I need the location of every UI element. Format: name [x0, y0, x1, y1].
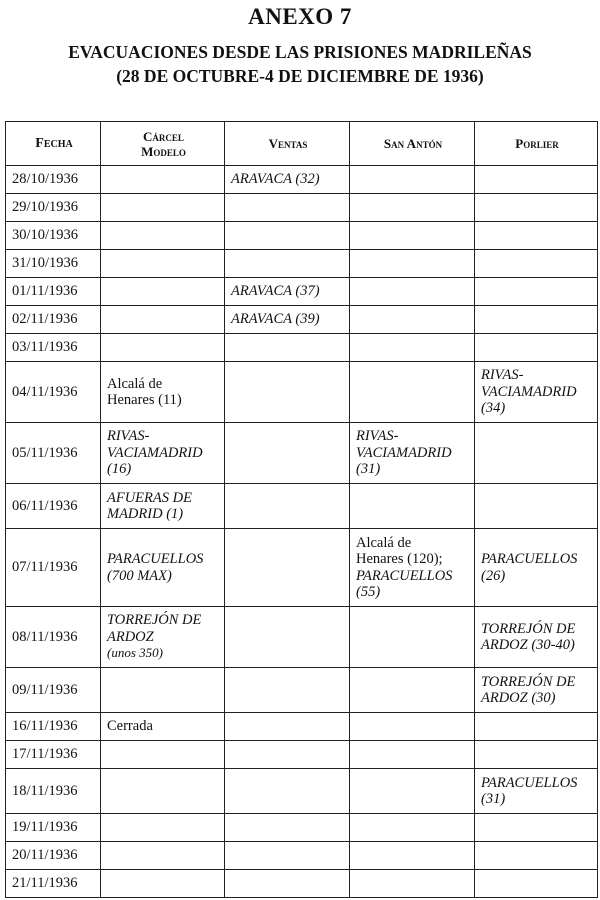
cell-text: PARACUELLOS	[481, 551, 578, 567]
cell-text: (34)	[481, 400, 506, 417]
cell-modelo	[101, 870, 225, 898]
header-modelo-line-2: Modelo	[141, 143, 186, 159]
annex-title: ANEXO 7	[248, 4, 352, 29]
cell-fecha: 28/10/1936	[6, 166, 101, 194]
cell-san-anton	[350, 362, 475, 423]
header-san-anton: San Antón	[350, 122, 475, 166]
cell-modelo	[101, 222, 225, 250]
cell-ventas	[225, 668, 350, 713]
cell-fecha: 02/11/1936	[6, 306, 101, 334]
cell-san-anton	[350, 814, 475, 842]
cell-fecha: 03/11/1936	[6, 334, 101, 362]
cell-san-anton	[350, 484, 475, 529]
cell-san-anton	[350, 668, 475, 713]
cell-text: TORREJÓN DE	[107, 612, 202, 629]
table-row	[6, 607, 598, 668]
subtitle-line-2: (28 DE OCTUBRE-4 DE DICIEMBRE DE 1936)	[116, 66, 484, 86]
cell-modelo	[101, 423, 225, 484]
cell-porlier	[475, 250, 598, 278]
cell-san-anton	[350, 423, 475, 484]
cell-text: VACIAMADRID	[356, 444, 452, 461]
cell-text: RIVAS-	[481, 367, 524, 384]
cell-fecha: 30/10/1936	[6, 222, 101, 250]
cell-text: Henares (120);	[356, 551, 443, 567]
table-row	[6, 166, 598, 194]
cell-fecha: 18/11/1936	[6, 769, 101, 814]
cell-ventas: ARAVACA (32)	[225, 166, 350, 194]
cell-san-anton	[350, 250, 475, 278]
table-row	[6, 250, 598, 278]
cell-san-anton	[350, 166, 475, 194]
cell-san-anton	[350, 842, 475, 870]
evacuations-table	[5, 121, 598, 898]
cell-porlier	[475, 842, 598, 870]
cell-porlier	[475, 870, 598, 898]
cell-text: ARDOZ (30)	[481, 690, 556, 706]
cell-ventas	[225, 334, 350, 362]
cell-text: (16)	[107, 461, 132, 478]
cell-fecha: 04/11/1936	[6, 362, 101, 423]
cell-fecha: 29/10/1936	[6, 194, 101, 222]
cell-modelo	[101, 668, 225, 713]
cell-modelo	[101, 334, 225, 362]
cell-porlier	[475, 222, 598, 250]
cell-ventas	[225, 250, 350, 278]
cell-modelo	[101, 607, 225, 668]
cell-text: TORREJÓN DE	[481, 673, 576, 690]
cell-fecha: 21/11/1936	[6, 870, 101, 898]
cell-porlier	[475, 166, 598, 194]
cell-porlier	[475, 484, 598, 529]
cell-modelo	[101, 529, 225, 607]
cell-porlier	[475, 362, 598, 423]
cell-porlier	[475, 607, 598, 668]
table-row	[6, 741, 598, 769]
cell-text: MADRID (1)	[107, 506, 184, 522]
cell-porlier	[475, 423, 598, 484]
cell-text: PARACUELLOS	[481, 774, 578, 791]
cell-fecha: 08/11/1936	[6, 607, 101, 668]
cell-ventas	[225, 484, 350, 529]
cell-text: VACIAMADRID	[481, 383, 577, 400]
cell-fecha: 31/10/1936	[6, 250, 101, 278]
cell-text: (31)	[356, 461, 381, 478]
cell-text: Henares (11)	[107, 392, 182, 408]
cell-text: RIVAS-	[107, 428, 150, 445]
cell-modelo	[101, 741, 225, 769]
cell-san-anton	[350, 222, 475, 250]
cell-san-anton	[350, 713, 475, 741]
subtitle-line-1: EVACUACIONES DESDE LAS PRISIONES MADRILEÑAS	[68, 42, 532, 62]
cell-text: ARDOZ (30-40)	[481, 637, 575, 653]
cell-porlier	[475, 814, 598, 842]
cell-modelo	[101, 842, 225, 870]
table-row	[6, 769, 598, 814]
cell-modelo	[101, 166, 225, 194]
cell-text: (700 MAX)	[107, 567, 172, 584]
cell-porlier	[475, 194, 598, 222]
cell-text: (26)	[481, 567, 506, 584]
cell-ventas	[225, 842, 350, 870]
header-fecha: Fecha	[6, 122, 101, 166]
cell-fecha: 07/11/1936	[6, 529, 101, 607]
cell-text: (55)	[356, 584, 381, 600]
cell-modelo	[101, 484, 225, 529]
cell-modelo	[101, 769, 225, 814]
cell-ventas: ARAVACA (39)	[225, 306, 350, 334]
cell-text: ARDOZ	[107, 628, 154, 645]
cell-ventas: ARAVACA (37)	[225, 278, 350, 306]
cell-san-anton	[350, 870, 475, 898]
table-row	[6, 222, 598, 250]
cell-fecha: 09/11/1936	[6, 668, 101, 713]
cell-porlier	[475, 334, 598, 362]
cell-text: PARACUELLOS	[107, 551, 204, 567]
cell-san-anton	[350, 769, 475, 814]
annex-subtitle	[0, 40, 600, 88]
cell-porlier	[475, 306, 598, 334]
cell-text: Alcalá de	[107, 375, 163, 392]
cell-fecha: 05/11/1936	[6, 423, 101, 484]
cell-text: TORREJÓN DE	[481, 620, 576, 637]
cell-porlier	[475, 769, 598, 814]
cell-modelo	[101, 194, 225, 222]
header-porlier: Porlier	[475, 122, 598, 166]
cell-san-anton	[350, 607, 475, 668]
cell-ventas	[225, 814, 350, 842]
cell-fecha: 20/11/1936	[6, 842, 101, 870]
table-row	[6, 194, 598, 222]
cell-text: VACIAMADRID	[107, 444, 203, 461]
table-row	[6, 306, 598, 334]
cell-san-anton	[350, 306, 475, 334]
cell-fecha: 17/11/1936	[6, 741, 101, 769]
cell-text: AFUERAS DE	[107, 489, 192, 506]
cell-san-anton	[350, 278, 475, 306]
cell-modelo	[101, 278, 225, 306]
header-ventas: Ventas	[225, 122, 350, 166]
cell-porlier	[475, 741, 598, 769]
cell-ventas	[225, 194, 350, 222]
cell-text: Alcalá de	[356, 534, 412, 551]
header-modelo-line-1: Cárcel	[143, 128, 184, 144]
cell-fecha: 06/11/1936	[6, 484, 101, 529]
table-row	[6, 870, 598, 898]
table-row	[6, 842, 598, 870]
cell-modelo	[101, 250, 225, 278]
cell-fecha: 01/11/1936	[6, 278, 101, 306]
cell-san-anton	[350, 741, 475, 769]
cell-ventas	[225, 741, 350, 769]
cell-ventas	[225, 713, 350, 741]
cell-san-anton	[350, 334, 475, 362]
cell-ventas	[225, 529, 350, 607]
cell-text: (31)	[481, 791, 506, 807]
cell-modelo: Cerrada	[101, 713, 225, 741]
cell-modelo	[101, 814, 225, 842]
table-row	[6, 529, 598, 607]
cell-fecha: 16/11/1936	[6, 713, 101, 741]
cell-ventas	[225, 607, 350, 668]
header-carcel-modelo	[101, 122, 225, 166]
table-row	[6, 484, 598, 529]
cell-fecha: 19/11/1936	[6, 814, 101, 842]
cell-san-anton	[350, 194, 475, 222]
cell-text: (unos 350)	[107, 645, 163, 661]
cell-porlier	[475, 278, 598, 306]
table-row	[6, 668, 598, 713]
table-row	[6, 362, 598, 423]
table-row	[6, 423, 598, 484]
table-row	[6, 814, 598, 842]
cell-porlier	[475, 713, 598, 741]
cell-ventas	[225, 362, 350, 423]
table-header-row	[6, 122, 598, 166]
cell-text: RIVAS-	[356, 428, 399, 445]
cell-text: PARACUELLOS	[356, 567, 453, 584]
cell-modelo	[101, 306, 225, 334]
cell-ventas	[225, 769, 350, 814]
cell-ventas	[225, 870, 350, 898]
cell-san-anton	[350, 529, 475, 607]
table-row	[6, 334, 598, 362]
cell-ventas	[225, 222, 350, 250]
cell-modelo	[101, 362, 225, 423]
table-row	[6, 278, 598, 306]
cell-ventas	[225, 423, 350, 484]
table-row	[6, 713, 598, 741]
cell-porlier	[475, 529, 598, 607]
cell-porlier	[475, 668, 598, 713]
